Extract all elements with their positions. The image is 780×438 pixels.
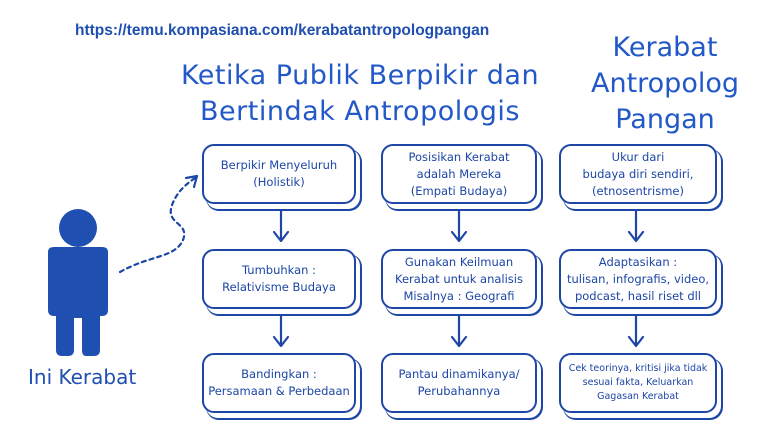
- source-url: https://temu.kompasiana.com/kerabatantropologpangan: [75, 22, 490, 39]
- box-text-line: (Holistik): [253, 175, 305, 189]
- arrow-col3-b: [629, 316, 643, 346]
- box-text-line: Tumbuhkan :: [242, 263, 316, 277]
- arrow-col3-a: [629, 211, 643, 241]
- box-col1-row1: [202, 144, 356, 204]
- side-title-line-3: Pangan: [615, 104, 715, 135]
- box-text-line: (Empati Budaya): [410, 183, 508, 198]
- box-text-line: sesuai fakta, Keluarkan: [582, 377, 694, 388]
- box-text-line: Cek teorinya, kritisi jika tidak: [568, 363, 708, 374]
- box-col2-row2: [381, 249, 537, 309]
- box-text-line: Gunakan Keilmuan: [404, 254, 514, 269]
- box-text-line: tulisan, infografis, video,: [566, 271, 710, 286]
- box-text-line: Pantau dinamikanya/: [398, 367, 520, 381]
- box-col3-row1: [559, 144, 717, 204]
- person-label: Ini Kerabat: [28, 365, 137, 389]
- box-text-line: Bandingkan :: [241, 367, 317, 381]
- arrow-col1-a: [274, 211, 288, 241]
- dotted-connector-arrow: [120, 178, 195, 272]
- box-col1-row3: [202, 353, 356, 413]
- box-text-line: Berpikir Menyeluruh: [220, 158, 338, 172]
- box-text-line: Adaptasikan :: [598, 254, 678, 269]
- box-col2-row1: [381, 144, 537, 204]
- main-title-line-1: Ketika Publik Berpikir dan: [180, 60, 540, 91]
- box-col3-row2: [559, 249, 717, 309]
- box-text-line: Gagasan Kerabat: [597, 391, 679, 402]
- arrow-col2-a: [452, 211, 466, 241]
- box-text-line: (etnosentrisme): [592, 183, 684, 198]
- box-col2-row3: [381, 353, 537, 413]
- box-text-line: Perubahannya: [417, 384, 501, 398]
- box-col3-row3: [559, 353, 717, 413]
- box-text-line: podcast, hasil riset dll: [574, 288, 702, 303]
- box-text-line: budaya diri sendiri,: [582, 166, 694, 181]
- arrow-col1-b: [274, 316, 288, 346]
- box-text-line: Relativisme Budaya: [222, 280, 336, 294]
- box-text-line: Persamaan & Perbedaan: [208, 384, 350, 398]
- box-text-line: Posisikan Kerabat: [408, 149, 510, 164]
- side-title-line-2: Antropolog: [590, 68, 739, 99]
- arrow-col2-b: [452, 316, 466, 346]
- main-title-line-2: Bertindak Antropologis: [200, 96, 520, 127]
- box-text-line: Ukur dari: [611, 149, 665, 164]
- side-title-line-1: Kerabat: [612, 32, 718, 63]
- box-col1-row2: [202, 249, 356, 309]
- box-text-line: Kerabat untuk analisis: [395, 271, 523, 286]
- box-text-line: Misalnya : Geografi: [403, 288, 515, 303]
- box-text-line: adalah Mereka: [416, 166, 502, 181]
- person-icon: [48, 209, 108, 356]
